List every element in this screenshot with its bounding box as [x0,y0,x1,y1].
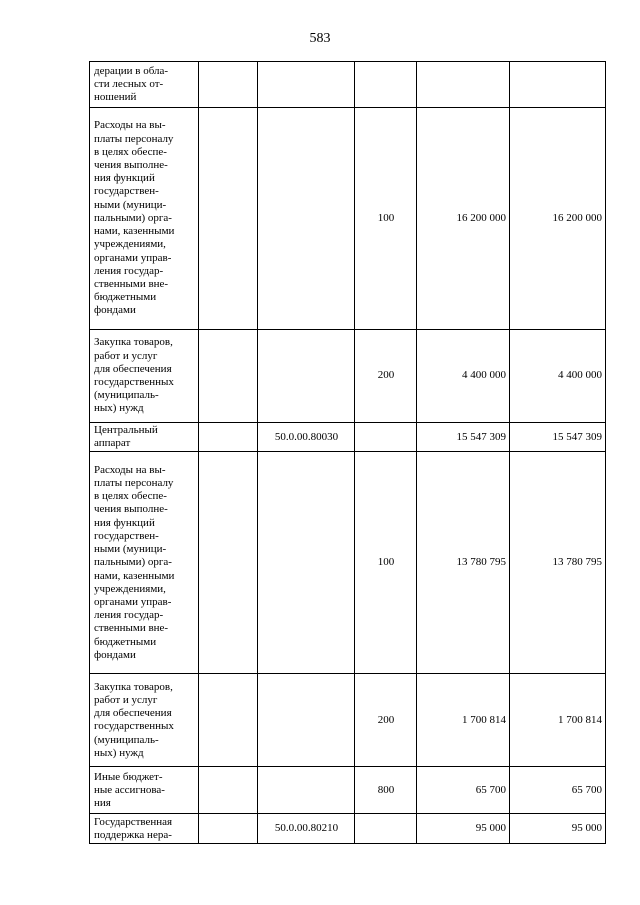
item-name-line: (муниципаль- [94,389,159,402]
item-name-line: Государственная [94,815,173,828]
amount-cell: 95 000 [417,814,510,844]
item-name-line: ными (муници- [94,543,167,556]
blank-cell [199,674,258,767]
blank-cell [199,423,258,452]
item-name-cell [90,452,199,674]
item-name-cell [90,330,199,423]
item-name-line: нами, казенными [94,569,175,582]
expense-type-cell: 100 [355,108,417,330]
item-name-line: государственных [94,376,174,388]
blank-cell [199,330,258,423]
table-row [90,423,606,452]
item-name-line: для обеспечения [94,362,172,375]
item-name-line: платы персоналу [94,477,174,490]
expense-type-cell: 100 [355,452,417,674]
target-article-cell [258,767,355,814]
item-name-line: государственных [94,720,174,733]
item-name-cell [90,674,199,767]
target-article-cell [258,674,355,767]
item-name-line: органами управ- [94,251,172,264]
table-row [90,452,606,674]
item-name-line: для обеспечения [94,707,172,720]
budget-table [89,61,606,844]
item-name-cell [90,108,199,330]
target-article-cell: 50.0.00.80030 [258,423,355,452]
item-name-line: работ и услуг [94,694,158,706]
amount-cell: 13 780 795 [417,452,510,674]
amount-cell: 15 547 309 [417,423,510,452]
item-name-line: поддержка нера- [94,828,172,841]
item-name-line: бюджетными [94,291,157,304]
amount-cell: 4 400 000 [417,330,510,423]
item-name-line: чения выполне- [94,159,168,172]
item-name-line: государствен- [94,529,159,542]
item-name-cell [90,62,199,108]
amount-cell: 4 400 000 [510,330,606,423]
item-name-line: Расходы на вы- [94,463,166,476]
expense-type-cell: 200 [355,674,417,767]
page-number: 583 [309,31,331,46]
item-name-line: органами управ- [94,595,172,608]
item-name-line: ственными вне- [94,277,169,290]
blank-cell [199,452,258,674]
target-article-cell [258,108,355,330]
item-name-line: ственными вне- [94,622,169,635]
amount-cell [510,62,606,108]
item-name-line: ния функций [94,516,155,529]
item-name-line: в целях обеспе- [94,490,167,503]
expense-type-cell: 200 [355,330,417,423]
amount-cell: 95 000 [510,814,606,844]
item-name-line: фондами [94,648,136,661]
item-name-line: ния [94,797,111,809]
item-name-line: платы персоналу [94,132,174,145]
blank-cell [199,767,258,814]
amount-cell: 16 200 000 [510,108,606,330]
target-article-cell [258,330,355,423]
item-name-line: государствен- [94,185,159,198]
target-article-cell: 50.0.00.80210 [258,814,355,844]
item-name-line: сти лесных от- [94,77,164,90]
expense-type-cell [355,423,417,452]
blank-cell [199,108,258,330]
item-name-line: ления государ- [94,609,164,622]
item-name-line: ния функций [94,172,155,185]
item-name-line: дерации в обла- [94,64,169,77]
item-name-line: Закупка товаров, [94,680,173,693]
item-name-line: ных) нужд [94,402,144,415]
item-name-line: Центральный [94,424,158,436]
item-name-line: ления государ- [94,264,164,277]
item-name-line: чения выполне- [94,503,168,516]
item-name-cell [90,767,199,814]
expense-type-cell: 800 [355,767,417,814]
item-name-line: аппарат [94,437,131,450]
item-name-line: Расходы на вы- [94,119,166,132]
target-article-cell [258,452,355,674]
item-name-line: Иные бюджет- [94,770,163,783]
table-row [90,108,606,330]
item-name-line: учреждениями, [94,238,166,251]
item-name-line: пальными) орга- [94,211,172,224]
amount-cell [417,62,510,108]
expense-type-cell [355,62,417,108]
item-name-cell [90,423,199,452]
item-name-line: (муниципаль- [94,733,159,746]
table-row [90,62,606,108]
blank-cell [199,814,258,844]
amount-cell: 1 700 814 [417,674,510,767]
item-name-line: ные ассигнова- [94,783,165,796]
table-row [90,674,606,767]
item-name-cell [90,814,199,844]
budget-table-body [90,62,606,844]
amount-cell: 16 200 000 [417,108,510,330]
item-name-line: ных) нужд [94,746,144,759]
amount-cell: 65 700 [510,767,606,814]
item-name-line: в целях обеспе- [94,145,167,158]
expense-type-cell [355,814,417,844]
blank-cell [199,62,258,108]
item-name-line: ношений [94,91,137,104]
item-name-line: пальными) орга- [94,556,172,569]
amount-cell: 15 547 309 [510,423,606,452]
item-name-line: нами, казенными [94,225,175,238]
item-name-line: учреждениями, [94,582,166,595]
item-name-line: Закупка товаров, [94,336,173,349]
item-name-line: бюджетными [94,635,157,648]
item-name-line: фондами [94,304,136,317]
amount-cell: 65 700 [417,767,510,814]
amount-cell: 1 700 814 [510,674,606,767]
table-row [90,330,606,423]
item-name-line: ными (муници- [94,198,167,211]
table-row [90,767,606,814]
amount-cell: 13 780 795 [510,452,606,674]
target-article-cell [258,62,355,108]
table-row [90,814,606,844]
item-name-line: работ и услуг [94,349,158,362]
